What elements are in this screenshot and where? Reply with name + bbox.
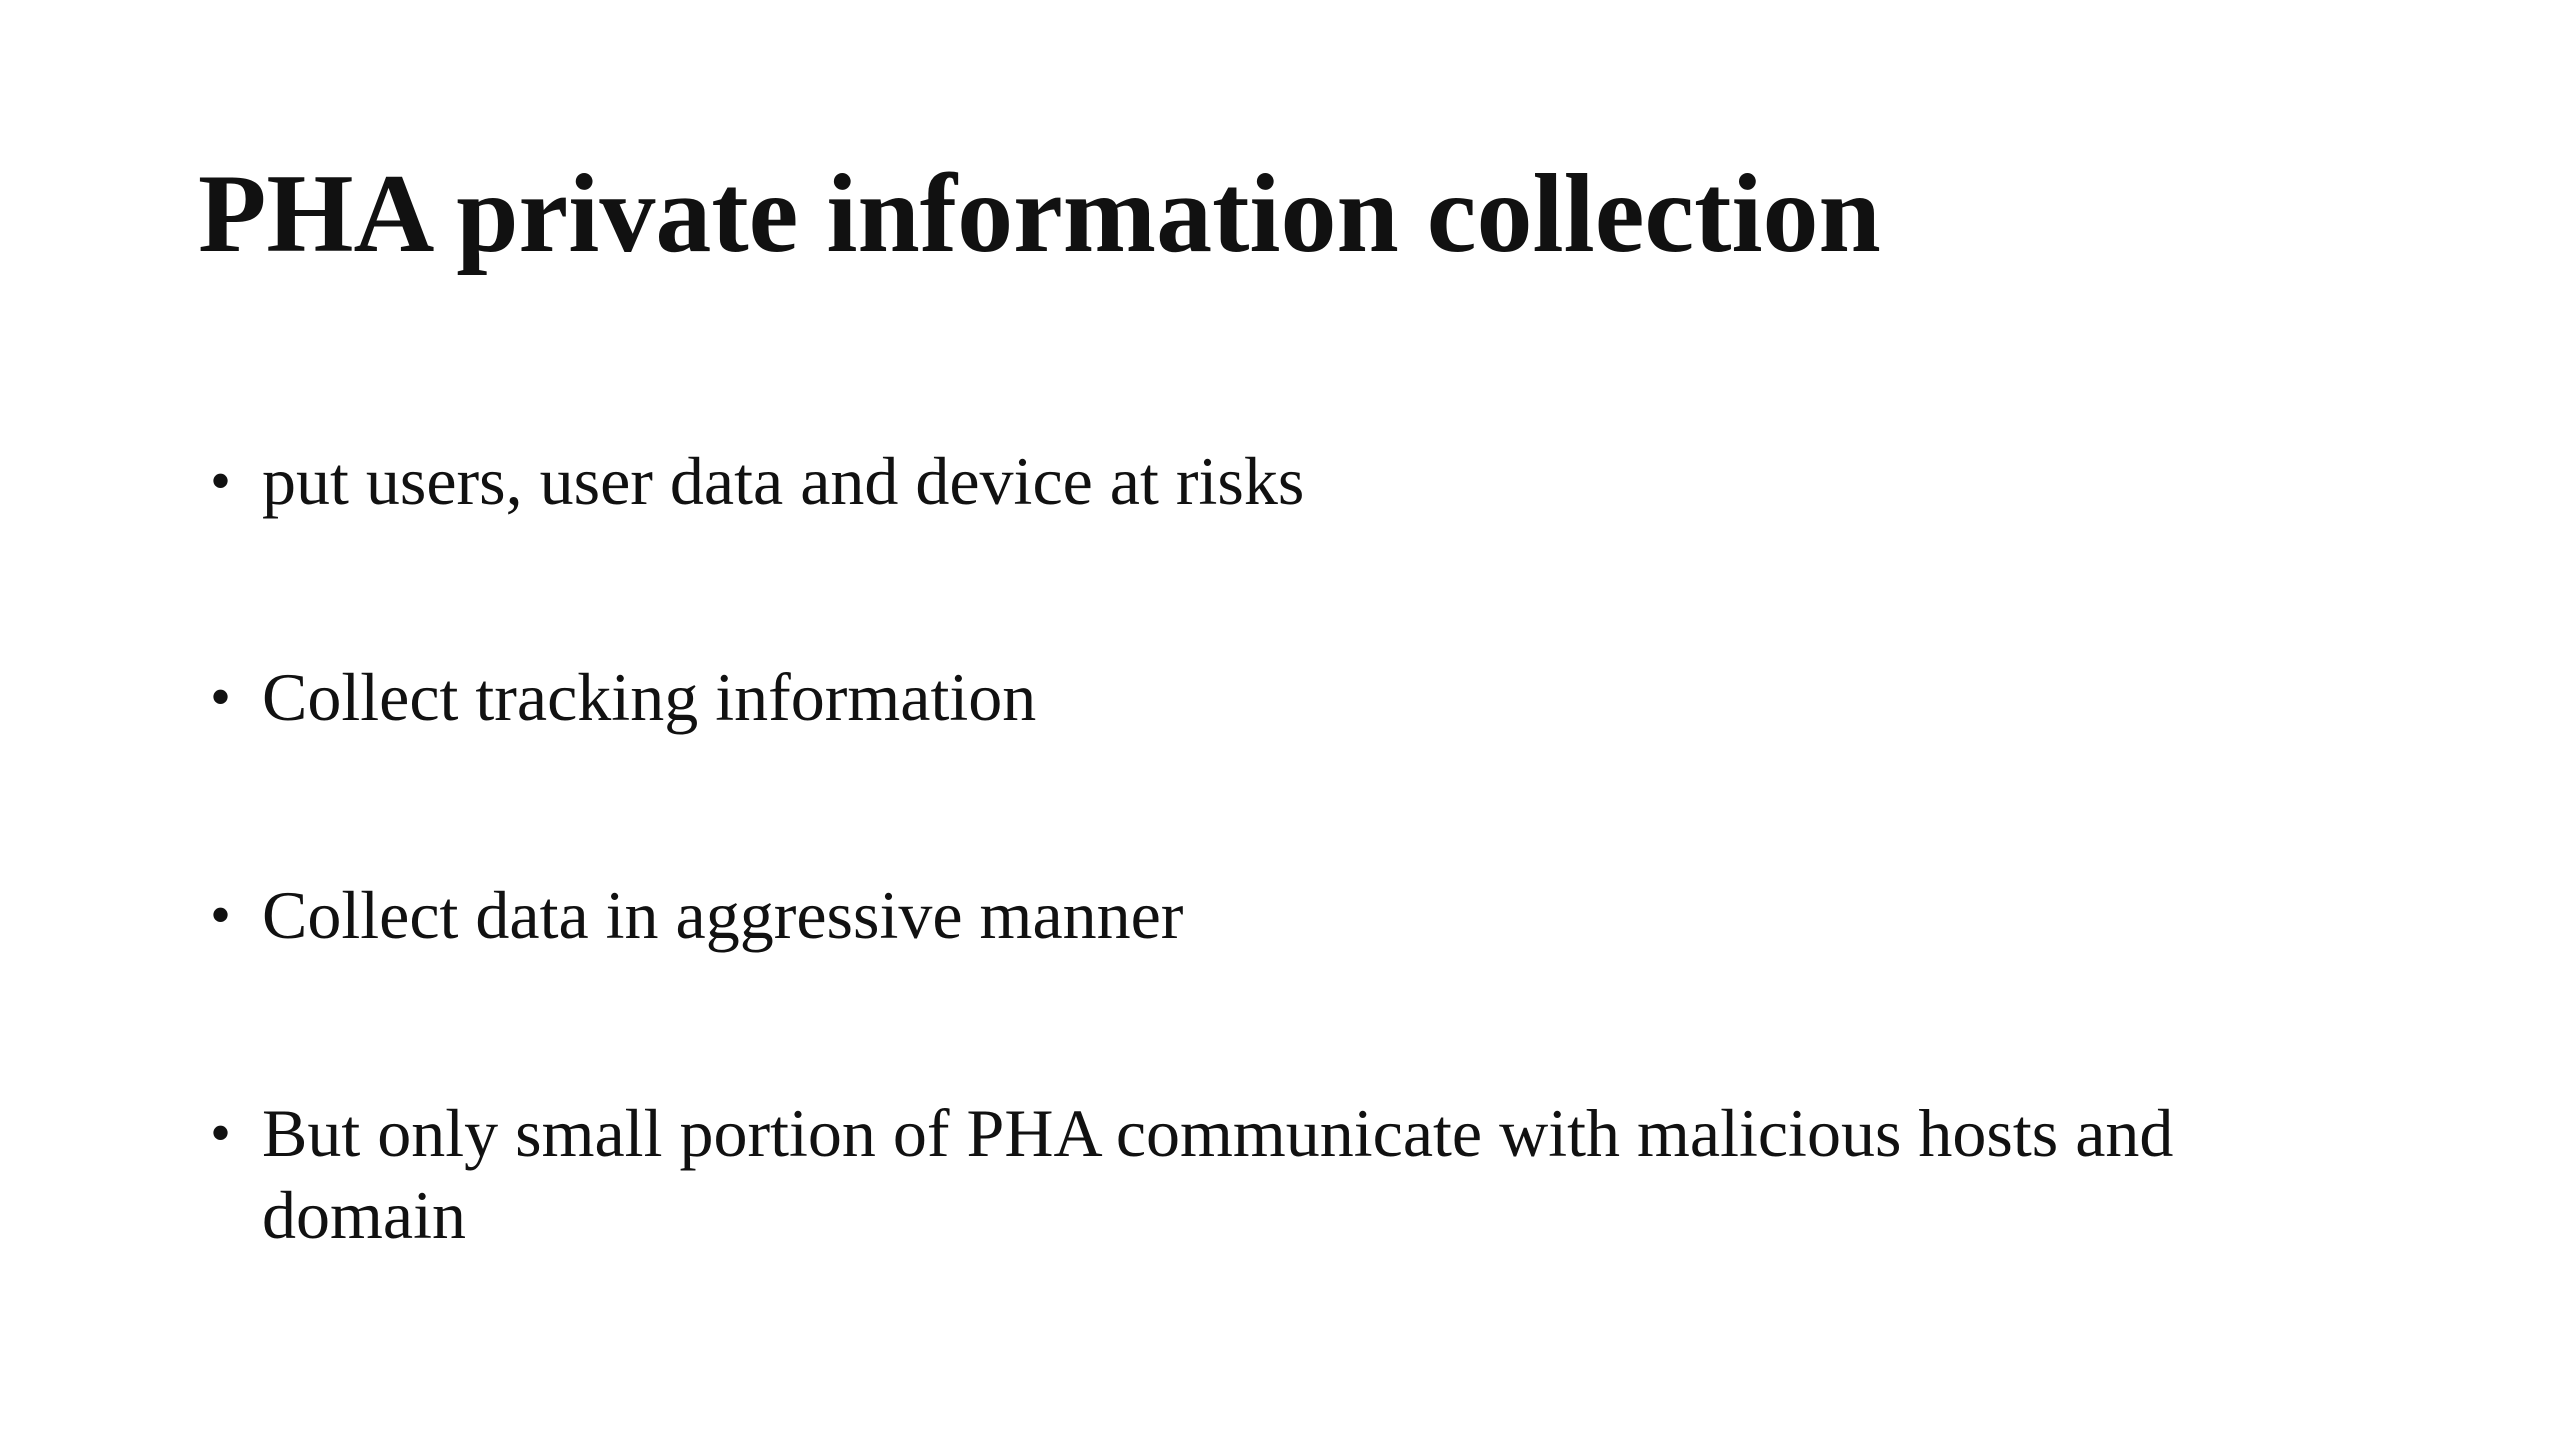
slide-title: PHA private information collection: [198, 152, 1881, 276]
bullet-text: Collect tracking information: [262, 659, 1037, 735]
bullet-marker: •: [210, 1100, 232, 1166]
bullet-marker: •: [210, 882, 232, 948]
bullet-item: [210, 874, 2360, 956]
bullet-text: put users, user data and device at risks: [262, 443, 1305, 519]
bullet-text: But only small portion of PHA communicate with malicious hosts and domain: [262, 1095, 2174, 1253]
bullet-marker: •: [210, 448, 232, 514]
bullet-text: Collect data in aggressive manner: [262, 877, 1184, 953]
bullet-item: [210, 656, 2360, 738]
bullet-item: [210, 440, 2360, 522]
bullet-item: [210, 1092, 2360, 1256]
bullet-marker: •: [210, 664, 232, 730]
